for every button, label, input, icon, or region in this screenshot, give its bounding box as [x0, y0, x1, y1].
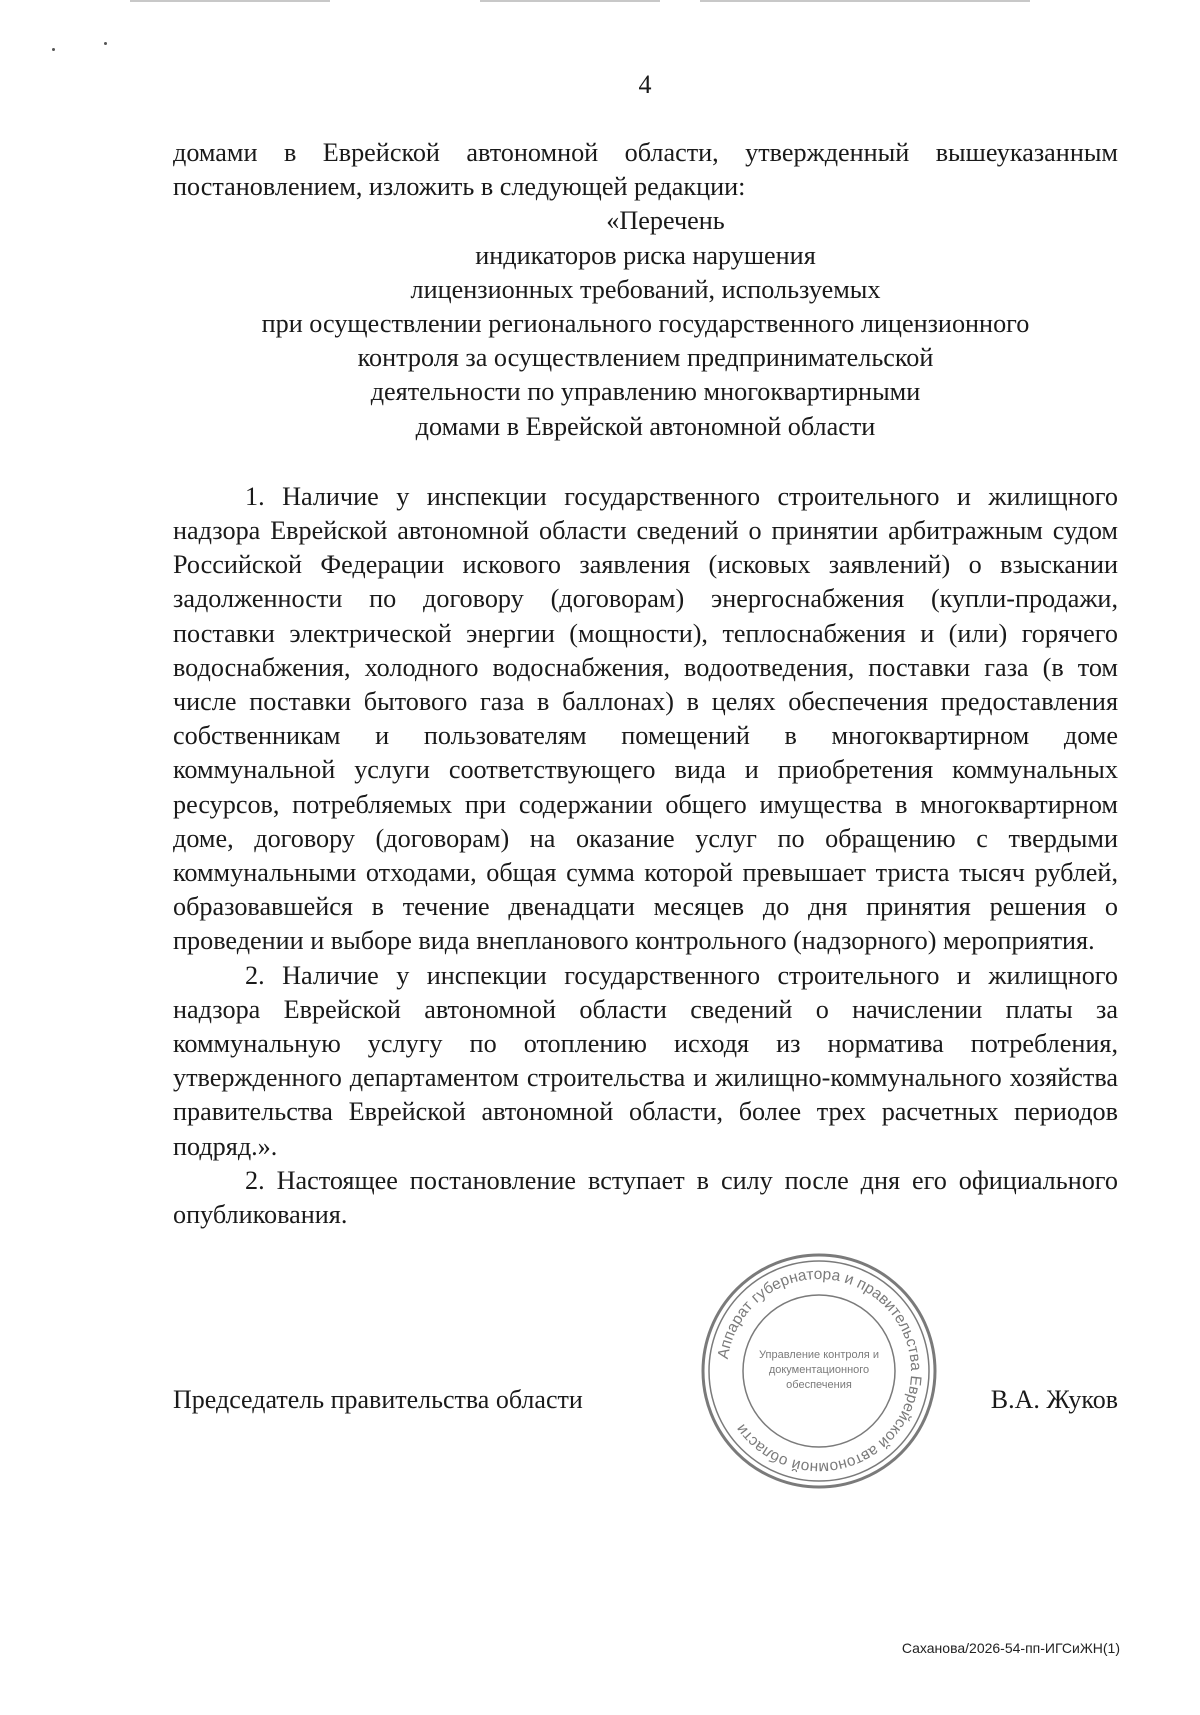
closing-paragraph: 2. Настоящее постановление вступает в силу после дня его официального опубликования.	[173, 1165, 1118, 1230]
scan-artifact-line	[700, 0, 1030, 2]
official-seal	[698, 1250, 940, 1492]
intro-paragraph: домами в Еврейской автономной области, утвержденный вышеуказанным постановлением, изложить в следующей редакции:	[173, 138, 1118, 202]
title-line: лицензионных требований, используемых	[410, 274, 881, 304]
seal-inner-line: обеспечения	[786, 1379, 852, 1391]
title-line: «Перечень	[606, 206, 725, 236]
indicator-item: 2. Наличие у инспекции государственного строительного и жилищного надзора Еврейской автономной области сведений о начислении платы за коммунальную услугу по отоплению исходя из норматива потребления, утвержденного департаментом строительства и жилищно-коммунального хозяйства правительства Еврейской автономной области, более трех расчетных периодов подряд.».	[173, 960, 1118, 1161]
scan-artifact-line	[480, 0, 660, 2]
title-line: контроля за осуществлением предпринимательской	[357, 343, 934, 373]
document-reference: Саханова/2026-54-пп-ИГСиЖН(1)	[901, 1640, 1120, 1656]
title-line: домами в Еврейской автономной области	[415, 411, 876, 441]
signatory-position: Председатель правительства области	[173, 1385, 583, 1414]
scan-artifact-line	[130, 0, 330, 2]
seal-inner-line: документационного	[768, 1364, 870, 1376]
indicator-item: 1. Наличие у инспекции государственного строительного и жилищного надзора Еврейской автономной области сведений о принятии арбитражным судом Российской Федерации искового заявления (исковых заявлений) о взыскании задолженности по договору (договорам) энергоснабжения (купли-продажи, поставки электрической энергии (мощности), теплоснабжения и (или) горячего водоснабжения, холодного водоснабжения, водоотведения, поставки газа (в том числе поставки бытового газа в баллонах) в целях обеспечения предоставления собственникам и пользователям помещений в многоквартирном доме коммунальной услуги соответствующего вида и приобретения коммунальных ресурсов, потребляемых при содержании общего имущества в многоквартирном доме, договору (договорам) на оказание услуг по обращению с твердыми коммунальными отходами, общая сумма которой превышает триста тысяч рублей, образовавшейся в течение двенадцати месяцев до дня принятия решения о проведении и выборе вида внепланового контрольного (надзорного) мероприятия.	[173, 481, 1118, 956]
title-line: деятельности по управлению многоквартирными	[370, 377, 921, 407]
document-body	[173, 136, 1118, 1232]
title-line: индикаторов риска нарушения	[475, 240, 816, 270]
scan-speck	[104, 42, 107, 45]
title-line: при осуществлении регионального государственного лицензионного	[261, 309, 1030, 339]
seal-outer-text: Аппарат губернатора и правительства Еврейской автономной области	[714, 1265, 925, 1477]
signatory-name: В.А. Жуков	[990, 1385, 1118, 1414]
page-number: 4	[638, 70, 652, 99]
seal-inner-line: Управление контроля и	[759, 1349, 879, 1361]
list-title	[173, 204, 1118, 443]
scan-speck	[52, 48, 55, 51]
